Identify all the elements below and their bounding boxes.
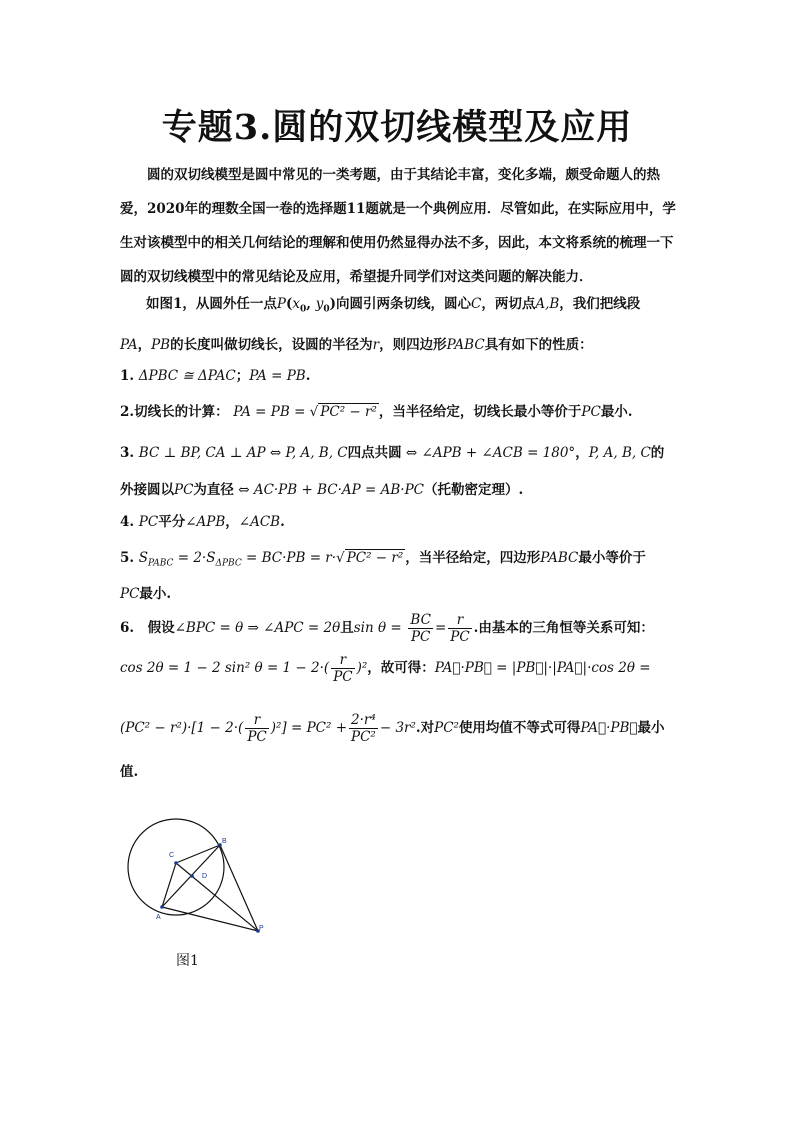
label-p: P xyxy=(259,925,264,932)
property-6: 6. 假设∠BPC = θ ⇒ ∠APC = 2θ且sin θ = $\frac{BC}{PC}$ = $\frac{r}{PC}$ .由基本的三角恒等关系可知： xyxy=(120,612,654,645)
label-c: C xyxy=(169,852,175,859)
property-6-line-3: (PC² − r²)·[1 − 2·( $\frac{r}{PC}$ )²] = PC² + $\frac{\text{2·r⁴}}{\text{PC²}}$ − 3r².对PC²使用均值不等式可得PA⃗·PB⃗最小 xyxy=(120,712,665,745)
circle xyxy=(128,819,224,915)
property-4: 4. PC平分∠APB，∠ACB. xyxy=(120,514,285,530)
segment-ca xyxy=(162,863,176,907)
point-d xyxy=(190,874,194,878)
page-title: 专题3.圆的双切线模型及应用 xyxy=(161,107,633,148)
label-d: D xyxy=(202,873,208,880)
label-a: A xyxy=(156,914,161,921)
segment-cb xyxy=(176,845,220,863)
property-3: 3. BC ⊥ BP, CA ⊥ AP ⇔ P, A, B, C四点共圆 ⇔ ∠APB + ∠ACB = 180°，P, A, B, C的 xyxy=(120,445,665,461)
property-5-line-2: PC最小. xyxy=(120,586,172,602)
figure-caption: 图1 xyxy=(176,953,199,969)
setup-line-2: PA，PB的长度叫做切线长，设圆的半径为r，则四边形PABC具有如下的性质： xyxy=(120,337,593,353)
intro-paragraph: 圆的双切线模型是圆中常见的一类考题，由于其结论丰富，变化多端，颇受命题人的热爱，2020年的理数全国一卷的选择题11题就是一个典例应用．尽管如此，在实际应用中，学生对该模型中的相关几何结论的理解和使用仍然显得办法不多，因此，本文将系统的梳理一下圆的双切线模型中的常见结论及应用，希望提升同学们对这类问题的解决能力． xyxy=(120,167,676,285)
property-6-line-2: cos 2θ = 1 − 2 sin² θ = 1 − 2·( $\frac{r}{PC}$ )²，故可得：PA⃗·PB⃗ = |PB⃗|·|PA⃗|·cos 2θ = xyxy=(120,652,651,685)
label-b: B xyxy=(222,838,227,845)
property-3-line-2: 外接圆以PC为直径 ⇔ AC·PB + BC·AP = AB·PC（托勒密定理）. xyxy=(120,482,524,498)
tangent-pb xyxy=(220,845,258,931)
tangent-figure xyxy=(120,805,280,945)
point-a xyxy=(160,905,164,909)
point-c xyxy=(174,861,178,865)
property-6-line-4: 值. xyxy=(120,764,139,780)
property-2: 2.切线长的计算： PA = PB = √ PC² − r² ，当半径给定，切线长最小等价于PC最小. xyxy=(120,404,633,420)
property-1: 1. ΔPBC ≅ ΔPAC；PA = PB. xyxy=(120,368,311,384)
setup-line-1: 如图1，从圆外任一点$P(x_0$, $y_0$)向圆引两条切线，圆心C，两切点A,B，我们把线段 xyxy=(146,296,641,315)
property-5: 5. $S_{PABC} = 2\cdot S_{\Delta PBC} = BC\cdot PB = r\cdot√$ PC² − r² ，当半径给定，四边形PABC最小等价于 xyxy=(120,550,646,569)
